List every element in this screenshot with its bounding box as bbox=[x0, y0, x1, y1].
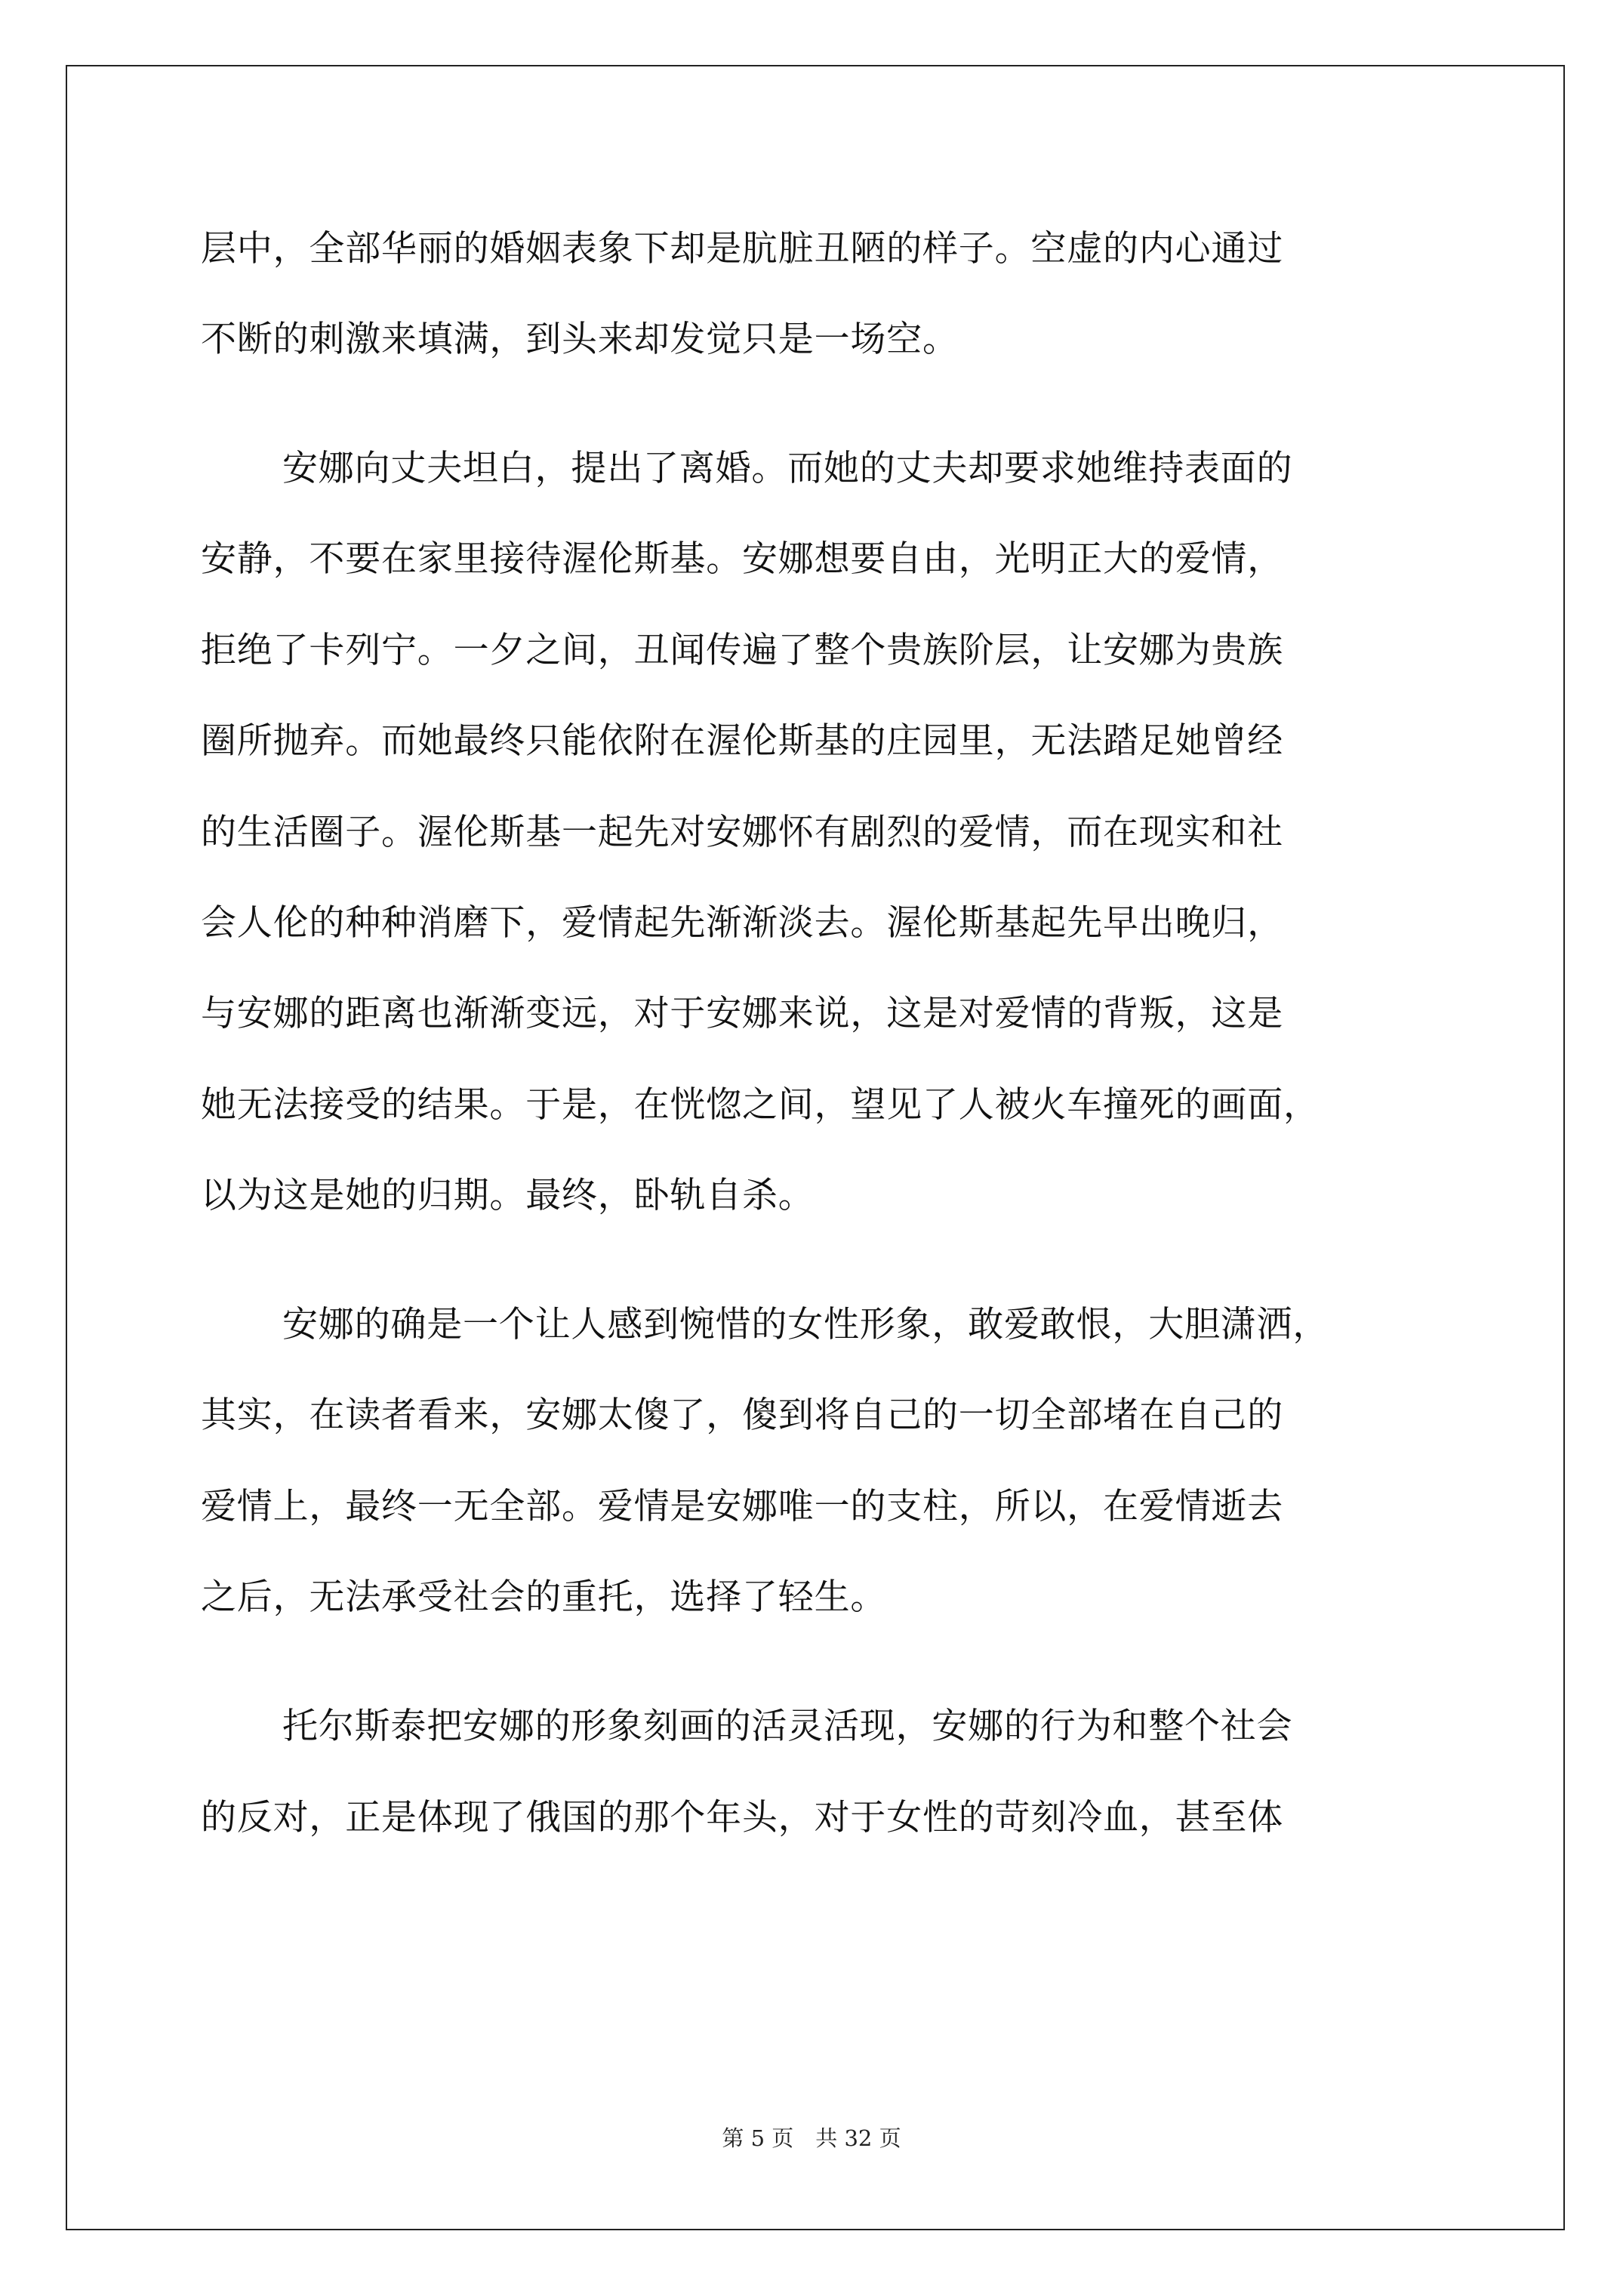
text-line: 其实，在读者看来，安娜太傻了，傻到将自己的一切全部堵在自己的 bbox=[201, 1395, 1283, 1436]
text-line: 层中，全部华丽的婚姻表象下却是肮脏丑陋的样子。空虚的内心通过 bbox=[201, 228, 1283, 270]
text-line: 拒绝了卡列宁。一夕之间，丑闻传遍了整个贵族阶层，让安娜为贵族 bbox=[201, 630, 1283, 671]
text-line: 之后，无法承受社会的重托，选择了轻生。 bbox=[201, 1576, 887, 1618]
text-line: 不断的刺激来填满，到头来却发觉只是一场空。 bbox=[201, 319, 959, 360]
paragraph-first-line: 安娜的确是一个让人感到惋惜的女性形象，敢爱敢恨，大胆潇洒， bbox=[282, 1304, 1329, 1345]
text-line: 她无法接受的结果。于是，在恍惚之间，望见了人被火车撞死的画面， bbox=[201, 1084, 1320, 1126]
text-line: 圈所抛弃。而她最终只能依附在渥伦斯基的庄园里，无法踏足她曾经 bbox=[201, 720, 1283, 762]
paragraph-first-line: 安娜向丈夫坦白，提出了离婚。而她的丈夫却要求她维持表面的 bbox=[282, 448, 1293, 489]
paragraph-first-line: 托尔斯泰把安娜的形象刻画的活灵活现，安娜的行为和整个社会 bbox=[282, 1706, 1293, 1747]
page-number-footer: 第 5 页 共 32 页 bbox=[722, 2125, 901, 2151]
text-line: 爱情上，最终一无全部。爱情是安娜唯一的支柱，所以，在爱情逝去 bbox=[201, 1486, 1283, 1527]
text-line: 的反对，正是体现了俄国的那个年头，对于女性的苛刻冷血，甚至体 bbox=[201, 1797, 1283, 1838]
text-line: 与安娜的距离也渐渐变远，对于安娜来说，这是对爱情的背叛，这是 bbox=[201, 993, 1283, 1034]
text-line: 以为这是她的归期。最终，卧轨自杀。 bbox=[201, 1175, 815, 1216]
text-line: 的生活圈子。渥伦斯基一起先对安娜怀有剧烈的爱情，而在现实和社 bbox=[201, 812, 1283, 853]
page-border bbox=[66, 65, 1565, 2230]
text-line: 会人伦的种种消磨下，爱情起先渐渐淡去。渥伦斯基起先早出晚归， bbox=[201, 902, 1283, 944]
text-line: 安静，不要在家里接待渥伦斯基。安娜想要自由，光明正大的爱情， bbox=[201, 538, 1283, 580]
